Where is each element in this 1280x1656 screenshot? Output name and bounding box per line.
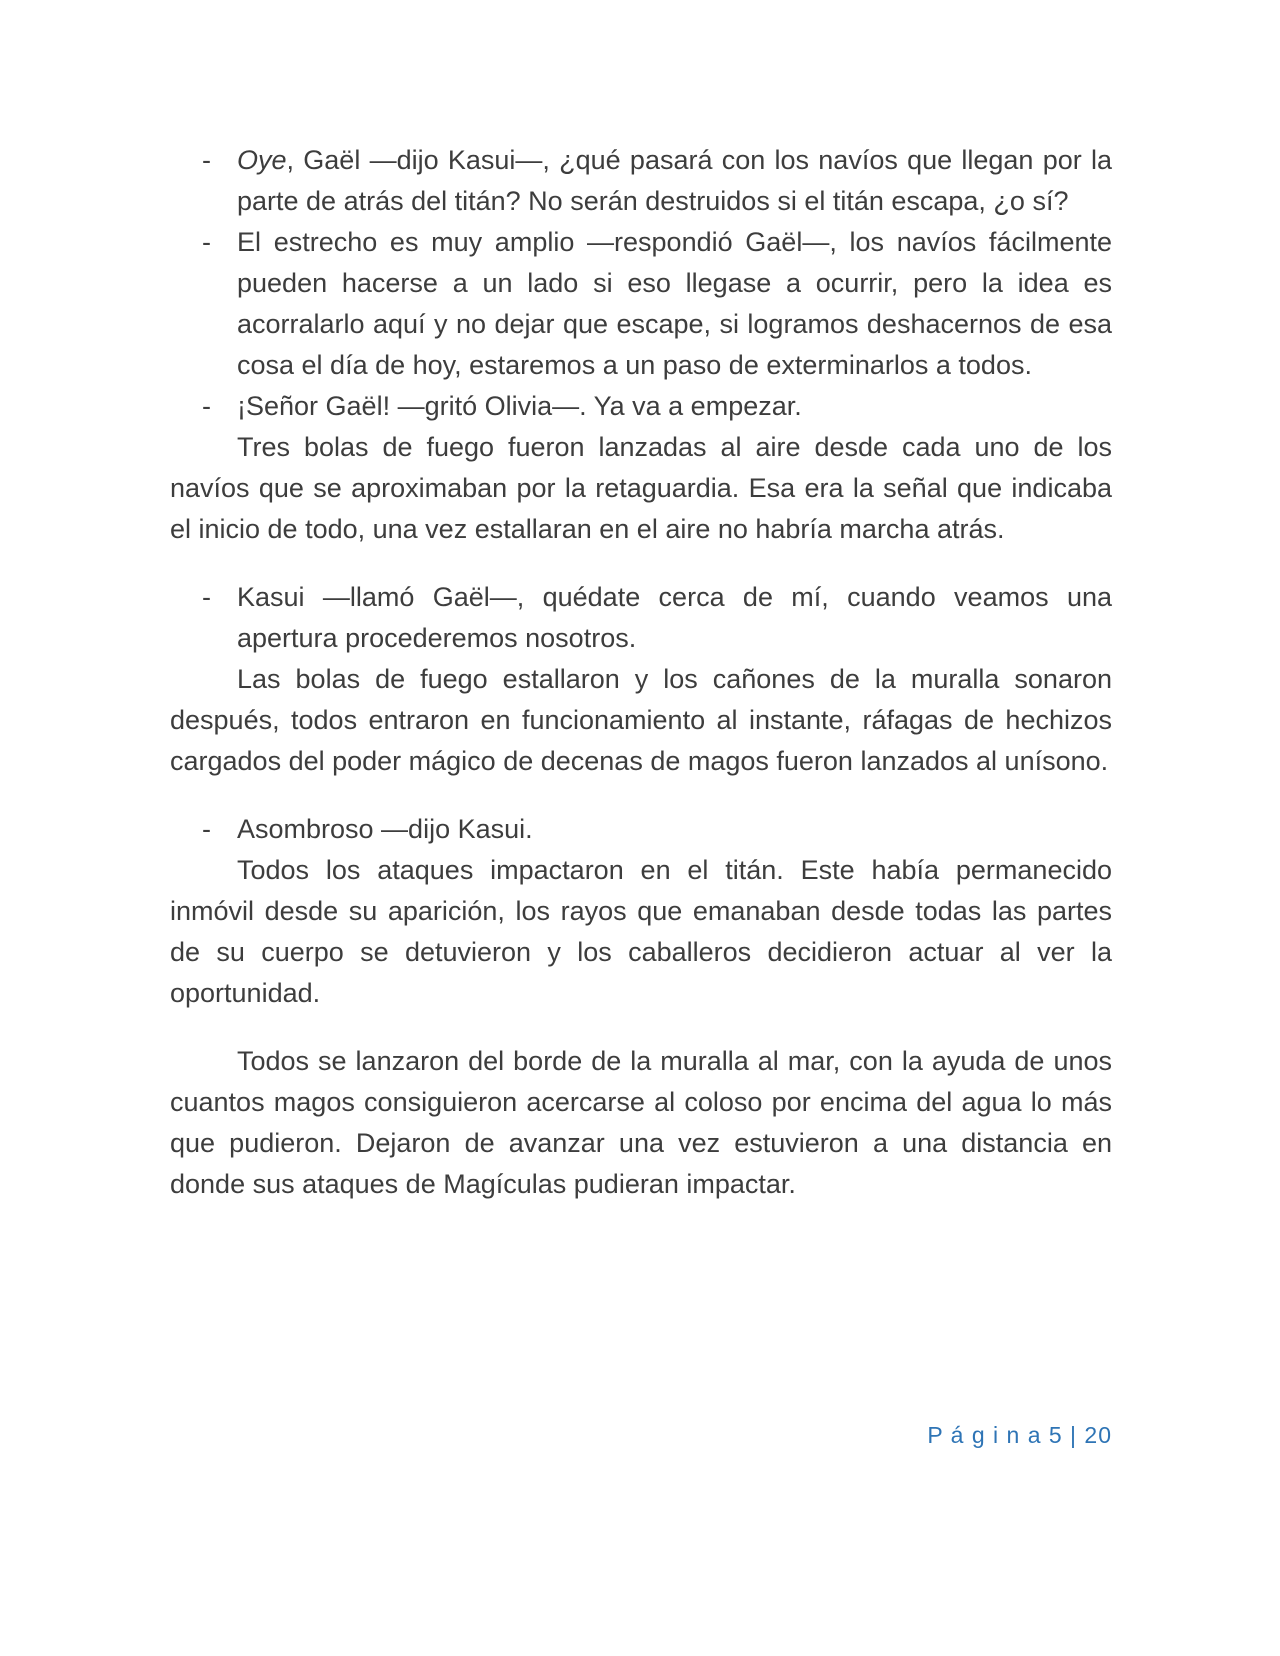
dialogue-dash: - (202, 145, 211, 175)
paragraph (170, 1041, 1112, 1205)
dialogue-line (170, 577, 1112, 659)
text-run: ¡Señor Gaël! —gritó Olivia—. Ya va a empezar. (237, 391, 802, 421)
dialogue-dash: - (202, 227, 211, 257)
text-run: Asombroso —dijo Kasui. (237, 814, 533, 844)
document-body (170, 140, 1112, 1205)
text-run: Todos los ataques impactaron en el titán. Este había permanecido inmóvil desde su aparición, los rayos que emanaban desde todas las partes de su cuerpo se detuvieron y los caballeros decidieron actuar al ver la oportunidad. (170, 855, 1112, 1008)
paragraph (170, 427, 1112, 550)
paragraph (170, 659, 1112, 782)
dialogue-line (170, 222, 1112, 386)
dialogue-line (170, 140, 1112, 222)
text-run: Las bolas de fuego estallaron y los cañones de la muralla sonaron después, todos entraron en funcionamiento al instante, ráfagas de hechizos cargados del poder mágico de decenas de magos fueron lanzados al unísono. (170, 664, 1112, 776)
text-run: Kasui —llamó Gaël—, quédate cerca de mí, cuando veamos una apertura procederemos nosotros. (237, 582, 1112, 653)
text-run: , Gaël —dijo Kasui—, ¿qué pasará con los navíos que llegan por la parte de atrás del titán? No serán destruidos si el titán escapa, ¿o sí? (237, 145, 1112, 216)
text-run: El estrecho es muy amplio —respondió Gaël—, los navíos fácilmente pueden hacerse a un lado si eso llegase a ocurrir, pero la idea es acorralarlo aquí y no dejar que escape, si logramos deshacernos de esa cosa el día de hoy, estaremos a un paso de exterminarlos a todos. (237, 227, 1112, 380)
paragraph (170, 850, 1112, 1014)
page-footer: P á g i n a 5 | 20 (927, 1422, 1112, 1448)
text-run: Todos se lanzaron del borde de la muralla al mar, con la ayuda de unos cuantos magos consiguieron acercarse al coloso por encima del agua lo más que pudieron. Dejaron de avanzar una vez estuvieron a una distancia en donde sus ataques de Magículas pudieran impactar. (170, 1046, 1112, 1199)
text-run: Tres bolas de fuego fueron lanzadas al aire desde cada uno de los navíos que se aproximaban por la retaguardia. Esa era la señal que indicaba el inicio de todo, una vez estallaran en el aire no habría marcha atrás. (170, 432, 1112, 544)
dialogue-dash: - (202, 582, 211, 612)
dialogue-dash: - (202, 814, 211, 844)
dialogue-line (170, 809, 1112, 850)
dialogue-dash: - (202, 391, 211, 421)
italic-text-run: Oye (237, 145, 287, 175)
dialogue-line (170, 386, 1112, 427)
